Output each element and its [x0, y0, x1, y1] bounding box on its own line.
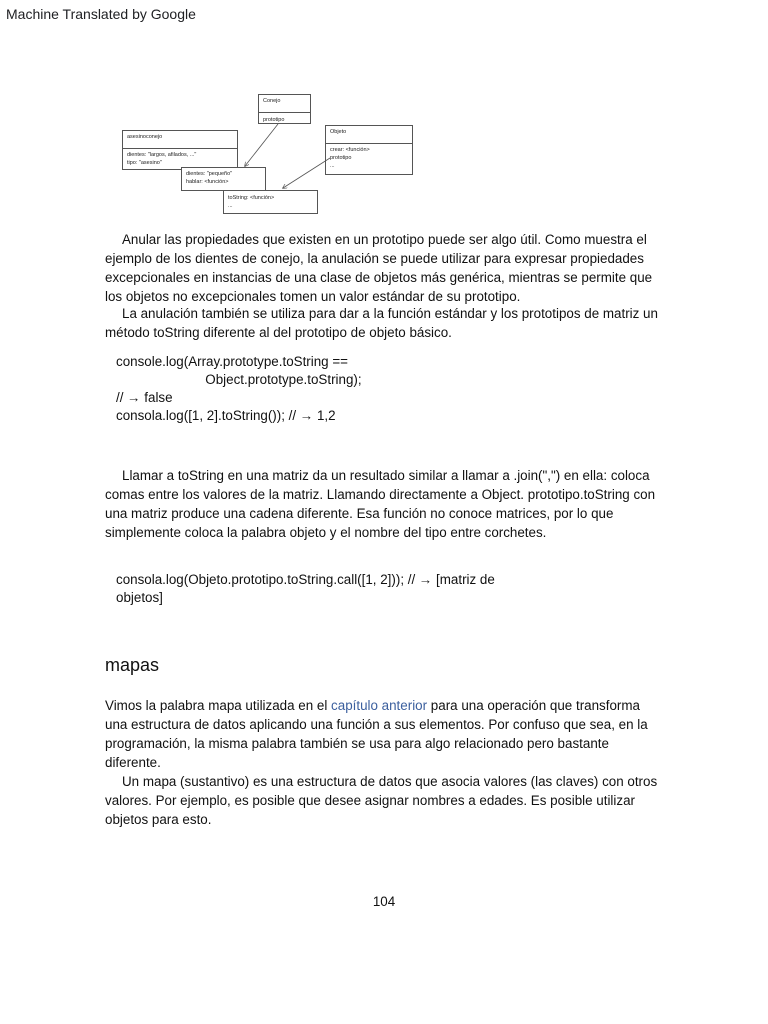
code-block-tostring: console.log(Array.prototype.toString == Object.prototype.toString); // → false consola.log([1, 2].toString()); // → 1,2 [116, 354, 362, 423]
diagram-box-line: tipo: "asesino" [127, 160, 162, 166]
diagram-box-line: dientes: "pequeño" [186, 171, 233, 177]
paragraph-join: Llamar a toString en una matriz da un resultado similar a llamar a .join(",") en ella: coloca comas entre los valores de la matriz. Llamando directamente a Object. prototipo.toString con una matriz produce una cadena diferente. Esa función no conoce matrices, por lo que simplemente coloca la palabra objeto y el nombre del tipo entre corchetes. [105, 468, 656, 540]
diagram-arrows [0, 0, 768, 230]
code-block-call: consola.log(Objeto.prototipo.toString.call([1, 2])); // → [matriz de objetos] [116, 572, 495, 605]
paragraph-tostring: La anulación también se utiliza para dar a la función estándar y los prototipos de matriz un método toString diferente al del prototipo de objeto básico. [105, 306, 658, 340]
paragraph-text: para una operación que transforma una estructura de datos aplicando una función a sus elementos. Por confuso que sea, en la programación, la misma palabra también se usa para algo relacionado pero bastante diferente. [105, 698, 648, 770]
page-number: 104 [372, 894, 396, 909]
diagram-box-title: asesinoconejo [123, 131, 237, 149]
section-heading-mapas: mapas [105, 655, 160, 675]
diagram-box-title: Conejo [259, 95, 310, 113]
paragraph-map-definition: Un mapa (sustantivo) es una estructura de datos que asocia valores (las claves) con otros valores. Por ejemplo, es posible que desee asignar nombres a edades. Es posible utilizar objetos para esto. [105, 774, 658, 827]
diagram-box-line: ... [330, 163, 335, 169]
diagram-box-line: dientes: "largos, afilados, ..." [127, 152, 197, 158]
diagram-box-title: Objeto [326, 126, 412, 144]
paragraph-overriding: Anular las propiedades que existen en un prototipo puede ser algo útil. Como muestra el ejemplo de los dientes de conejo, la anulación se puede utilizar para expresar propiedades excepcionales en instancias de una clase de objetos más genérica, mientras se permite que los objetos no excepcionales tomen un valor estándar de su prototipo. [105, 232, 653, 304]
diagram-box-line: hablar: <función> [186, 179, 229, 185]
diagram-box-line: toString: <función> [228, 195, 275, 201]
arrow-objeto-to-prototype [283, 158, 330, 188]
diagram-box-line: crear: <función> [330, 147, 370, 153]
link-previous-chapter[interactable]: capítulo anterior [331, 698, 428, 713]
arrow-conejo-to-instance [245, 124, 278, 166]
diagram-box-line: prototipo [263, 117, 285, 123]
diagram-box-line: ... [228, 203, 233, 209]
paragraph-map-word [105, 696, 665, 772]
diagram-box-line: prototipo [330, 155, 352, 161]
prototype-diagram [0, 0, 768, 230]
paragraph-text: Vimos la palabra mapa utilizada en el [105, 698, 332, 713]
machine-translation-note: Machine Translated by Google [6, 6, 196, 22]
